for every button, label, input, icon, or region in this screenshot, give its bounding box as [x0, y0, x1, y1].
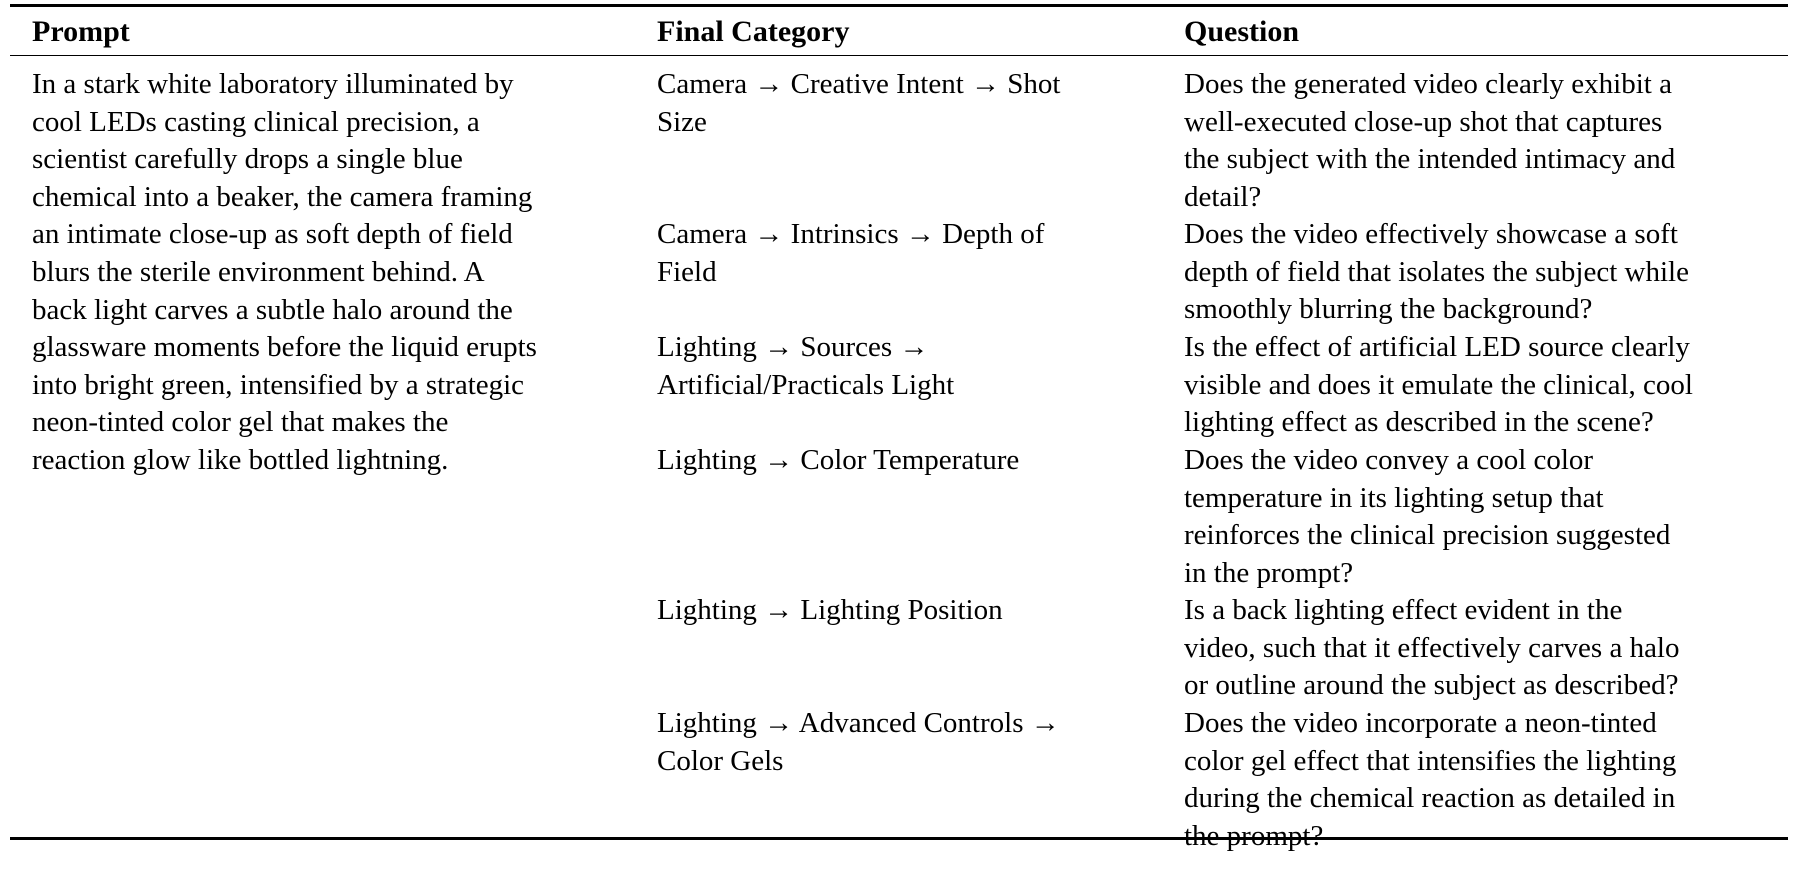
category-line: Camera → Intrinsics → Depth of — [657, 218, 1045, 250]
table-header — [10, 7, 1788, 55]
category-line: Size — [657, 105, 707, 138]
question-cell — [1184, 66, 1794, 216]
question-line: reinforces the clinical precision suggested — [1184, 519, 1671, 552]
category-line: Camera → Creative Intent → Shot — [657, 68, 1061, 100]
question-cell — [1184, 442, 1794, 592]
header-question: Question — [1184, 15, 1300, 48]
category-line: Lighting → Color Temperature — [657, 444, 1020, 476]
question-line: temperature in its lighting setup that — [1184, 481, 1604, 514]
prompt-line: glassware moments before the liquid erupts — [32, 331, 537, 364]
category-cell — [657, 592, 1157, 630]
question-line: the subject with the intended intimacy and — [1184, 143, 1676, 176]
question-cell — [1184, 216, 1794, 329]
question-line: during the chemical reaction as detailed in — [1184, 782, 1676, 815]
category-line: Lighting → Advanced Controls → — [657, 707, 1060, 739]
prompt-line: an intimate close-up as soft depth of field — [32, 218, 513, 251]
category-cell — [657, 329, 1157, 404]
category-line: Field — [657, 255, 717, 288]
question-line: well-executed close-up shot that captures — [1184, 105, 1663, 138]
question-line: or outline around the subject as described? — [1184, 669, 1679, 702]
category-cell — [657, 442, 1157, 480]
question-line: video, such that it effectively carves a halo — [1184, 631, 1680, 664]
question-line: Does the video incorporate a neon-tinted — [1184, 707, 1657, 739]
question-line: Is a back lighting effect evident in the — [1184, 594, 1623, 626]
category-line: Lighting → Sources → — [657, 331, 929, 363]
prompt-line: scientist carefully drops a single blue — [32, 143, 463, 176]
prompt-cell — [32, 66, 652, 480]
question-line: color gel effect that intensifies the lighting — [1184, 744, 1677, 777]
prompt-line: blurs the sterile environment behind. A — [32, 255, 485, 288]
question-line: lighting effect as described in the scene? — [1184, 406, 1654, 439]
category-line: Lighting → Lighting Position — [657, 594, 1003, 626]
prompt-line: chemical into a beaker, the camera framing — [32, 180, 533, 213]
question-line: in the prompt? — [1184, 556, 1354, 589]
prompt-line: cool LEDs casting clinical precision, a — [32, 105, 480, 138]
prompt-line: neon-tinted color gel that makes the — [32, 406, 449, 439]
question-line: Is the effect of artificial LED source clearly — [1184, 331, 1690, 363]
prompt-line: In a stark white laboratory illuminated by — [32, 68, 514, 100]
category-cell — [657, 216, 1157, 291]
question-line: the prompt? — [1184, 819, 1324, 852]
question-cell — [1184, 329, 1794, 442]
table-body — [10, 56, 1788, 852]
category-line: Artificial/Practicals Light — [657, 368, 955, 401]
question-line: depth of field that isolates the subject while — [1184, 255, 1689, 288]
question-line: Does the video convey a cool color — [1184, 444, 1594, 476]
category-cell — [657, 705, 1157, 780]
header-prompt: Prompt — [32, 15, 130, 48]
question-line: Does the video effectively showcase a soft — [1184, 218, 1678, 250]
question-cell — [1184, 705, 1794, 855]
question-line: visible and does it emulate the clinical, cool — [1184, 368, 1693, 401]
question-line: smoothly blurring the background? — [1184, 293, 1593, 326]
question-cell — [1184, 592, 1794, 705]
question-line: detail? — [1184, 180, 1262, 213]
prompt-line: back light carves a subtle halo around the — [32, 293, 513, 326]
category-cell — [657, 66, 1157, 141]
header-final-category: Final Category — [657, 15, 850, 48]
prompt-line: reaction glow like bottled lightning. — [32, 443, 449, 476]
data-table — [10, 4, 1788, 852]
question-line: Does the generated video clearly exhibit a — [1184, 68, 1672, 100]
prompt-line: into bright green, intensified by a strategic — [32, 368, 525, 401]
category-line: Color Gels — [657, 744, 784, 777]
